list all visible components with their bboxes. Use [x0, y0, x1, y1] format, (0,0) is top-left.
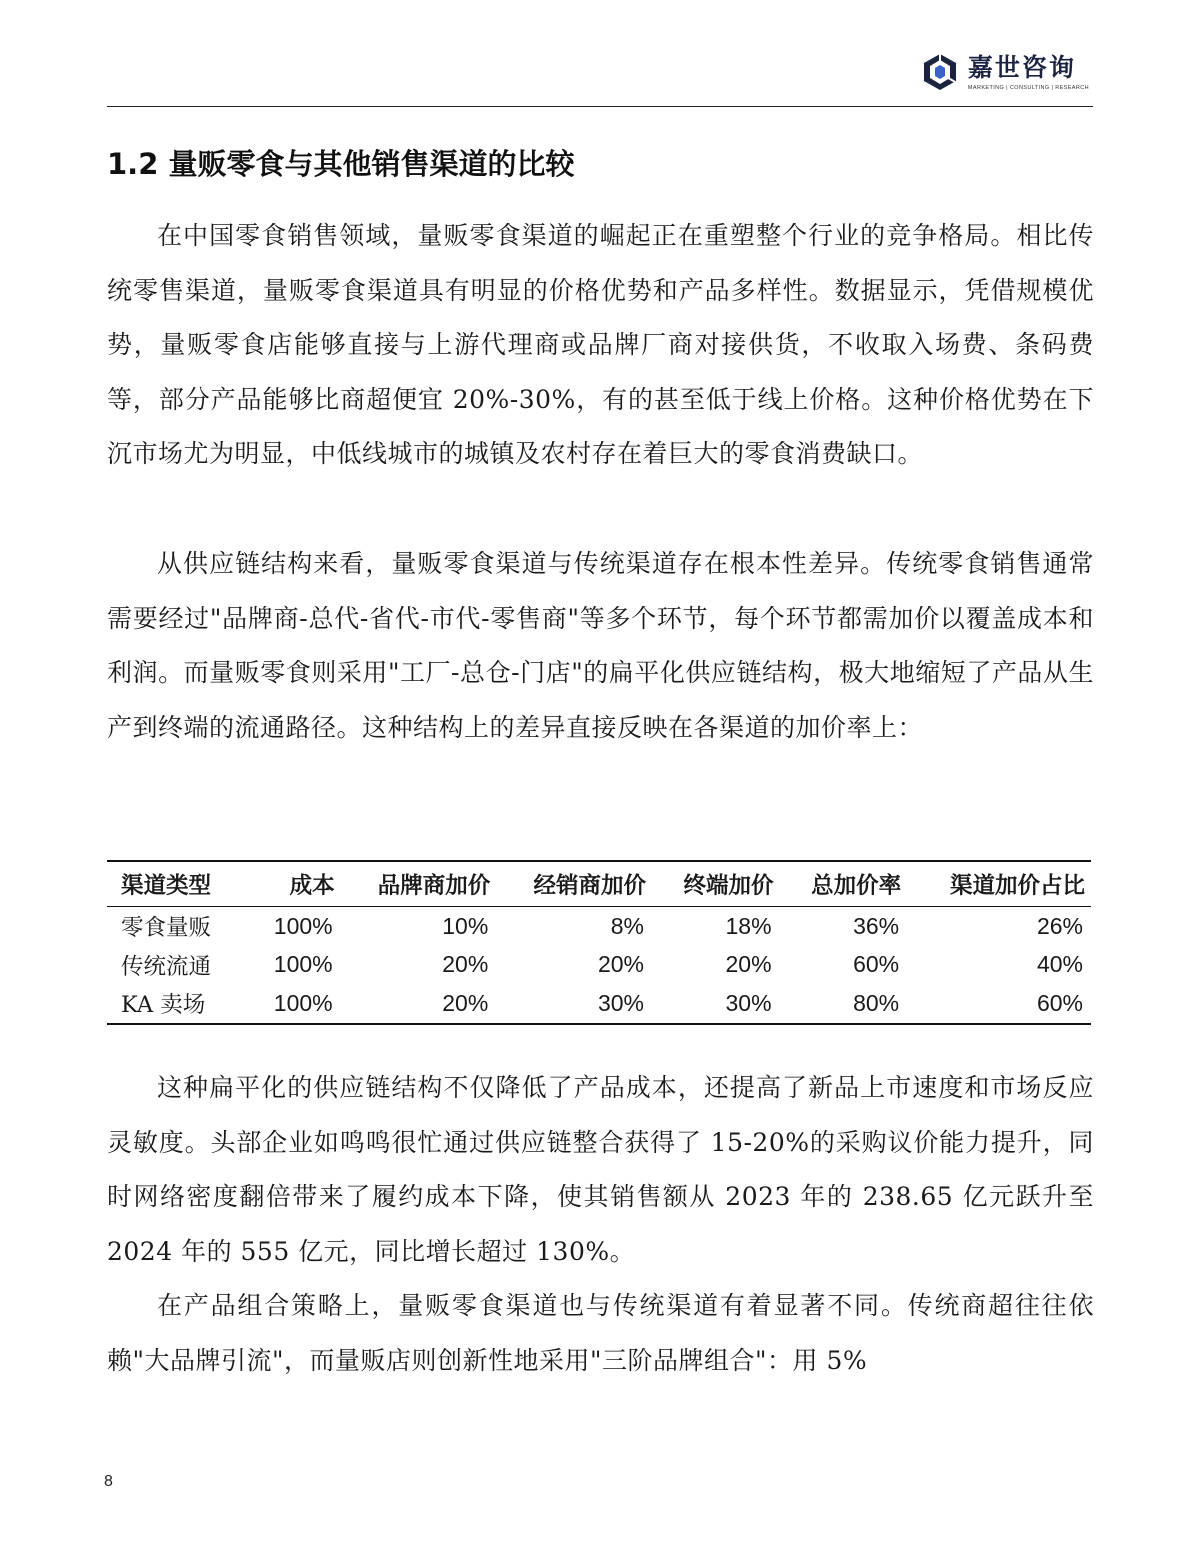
table-row: [107, 907, 1091, 946]
table-header-cell: 终端加价: [683, 873, 774, 899]
table-row: [107, 984, 1091, 1024]
table-cell: 8%: [610, 912, 644, 939]
table-cell: 零食量贩: [121, 915, 212, 942]
table-cell: 30%: [725, 989, 772, 1016]
brand-name: 嘉世咨询: [967, 53, 1076, 82]
body-paragraph: 从供应链结构来看，量贩零食渠道与传统渠道存在根本性差异。传统零食销售通常需要经过"品牌商-总代-省代-市代-零售商"等多个环节，每个环节都需加价以覆盖成本和利润。而量贩零食则采用"工厂-总仓-门店"的扁平化供应链结构，极大地缩短了产品从生产到终端的流通路径。这种结构上的差异直接反映在各渠道的加价率上：: [107, 549, 1094, 742]
table-cell: 30%: [597, 989, 644, 1016]
body-paragraph: 在产品组合策略上，量贩零食渠道也与传统渠道有着显著不同。传统商超往往依赖"大品牌引流"，而量贩店则创新性地采用"三阶品牌组合"：用 5%: [107, 1291, 1094, 1375]
table-cell: 20%: [725, 951, 772, 978]
table-cell: 20%: [597, 951, 644, 978]
table-cell: 80%: [853, 989, 900, 1016]
table-row: [107, 946, 1091, 985]
table-header-cell: 成本: [289, 873, 335, 899]
table-cell: 40%: [1036, 951, 1083, 978]
table-header-cell: 渠道类型: [121, 873, 212, 899]
page-number: 8: [104, 1473, 113, 1490]
brand-logo: [920, 52, 1089, 92]
table-cell: KA 卖场: [121, 992, 206, 1019]
body-paragraph: 在中国零食销售领域，量贩零食渠道的崛起正在重塑整个行业的竞争格局。相比传统零售渠道，量贩零食渠道具有明显的价格优势和产品多样性。数据显示，凭借规模优势，量贩零食店能够直接与上游代理商或品牌厂商对接供货，不收取入场费、条码费等，部分产品能够比商超便宜 20%-30%，有的甚至低于线上价格。这种价格优势在下沉市场尤为明显，中低线城市的城镇及农村存在着巨大的零食消费缺口。: [107, 221, 1094, 468]
table-header-cell: 渠道加价占比: [949, 873, 1085, 899]
brand-tagline: MARKETING | CONSULTING | RESEARCH: [967, 85, 1089, 91]
table-cell: 20%: [442, 951, 489, 978]
table-cell: 100%: [273, 912, 333, 939]
table-cell: 10%: [442, 912, 489, 939]
page-header: [107, 40, 1093, 107]
table-cell: 26%: [1036, 912, 1083, 939]
table-cell: 36%: [853, 912, 900, 939]
table-cell: 18%: [725, 912, 772, 939]
table-cell: 传统流通: [121, 953, 212, 980]
table-header-cell: 经销商加价: [533, 873, 646, 899]
table-header-row: [107, 861, 1091, 907]
table-cell: 100%: [273, 951, 333, 978]
table-cell: 60%: [853, 951, 900, 978]
brand-logo-icon: [920, 52, 960, 92]
table-header-cell: 品牌商加价: [377, 873, 491, 899]
channel-markup-table: [107, 860, 1091, 1025]
table-cell: 20%: [442, 989, 489, 1016]
table-cell: 60%: [1036, 989, 1083, 1016]
body-paragraph: 这种扁平化的供应链结构不仅降低了产品成本，还提高了新品上市速度和市场反应灵敏度。头部企业如鸣鸣很忙通过供应链整合获得了 15-20%的采购议价能力提升，同时网络密度翻倍带来了履约成本下降，使其销售额从 2023 年的 238.65 亿元跃升至 2024 年的 555 亿元，同比增长超过 130%。: [107, 1073, 1094, 1266]
section-title: 1.2 量贩零食与其他销售渠道的比较: [107, 147, 575, 181]
table-cell: 100%: [273, 989, 333, 1016]
table-header-cell: 总加价率: [811, 873, 902, 899]
